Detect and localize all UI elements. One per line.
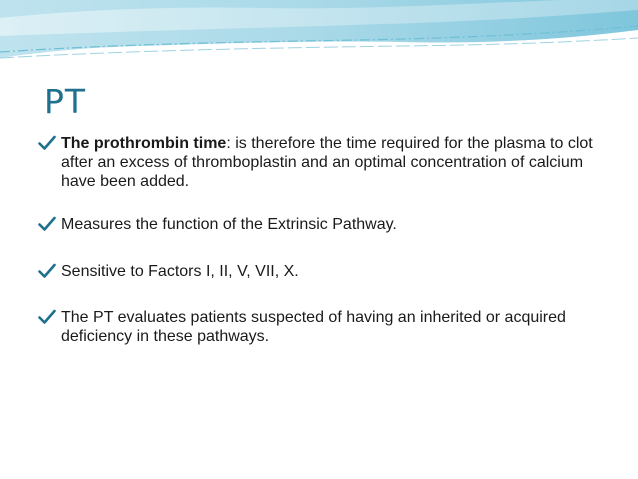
checkmark-icon	[38, 262, 56, 280]
bullet-text: : is therefore the time required for the plasma to clot after an excess of thromboplastin and an optimal concentration of calcium have been added.	[61, 135, 593, 190]
checkmark-icon	[38, 134, 56, 152]
bullet-bold-text: The prothrombin time	[61, 135, 227, 152]
bullet-text: Sensitive to Factors I, II, V, VII, X.	[61, 263, 299, 280]
bullet-item	[0, 134, 638, 191]
bullet-item	[0, 262, 638, 281]
bullet-text: Measures the function of the Extrinsic Pathway.	[61, 216, 397, 233]
bullet-item	[0, 308, 638, 346]
bullet-text: The PT evaluates patients suspected of having an inherited or acquired deficiency in these pathways.	[61, 309, 566, 345]
bullet-item	[0, 215, 638, 234]
wave-header-decoration	[0, 0, 638, 70]
checkmark-icon	[38, 308, 56, 326]
bullet-list	[0, 134, 638, 346]
checkmark-icon	[38, 215, 56, 233]
slide-title: PT	[44, 82, 87, 121]
